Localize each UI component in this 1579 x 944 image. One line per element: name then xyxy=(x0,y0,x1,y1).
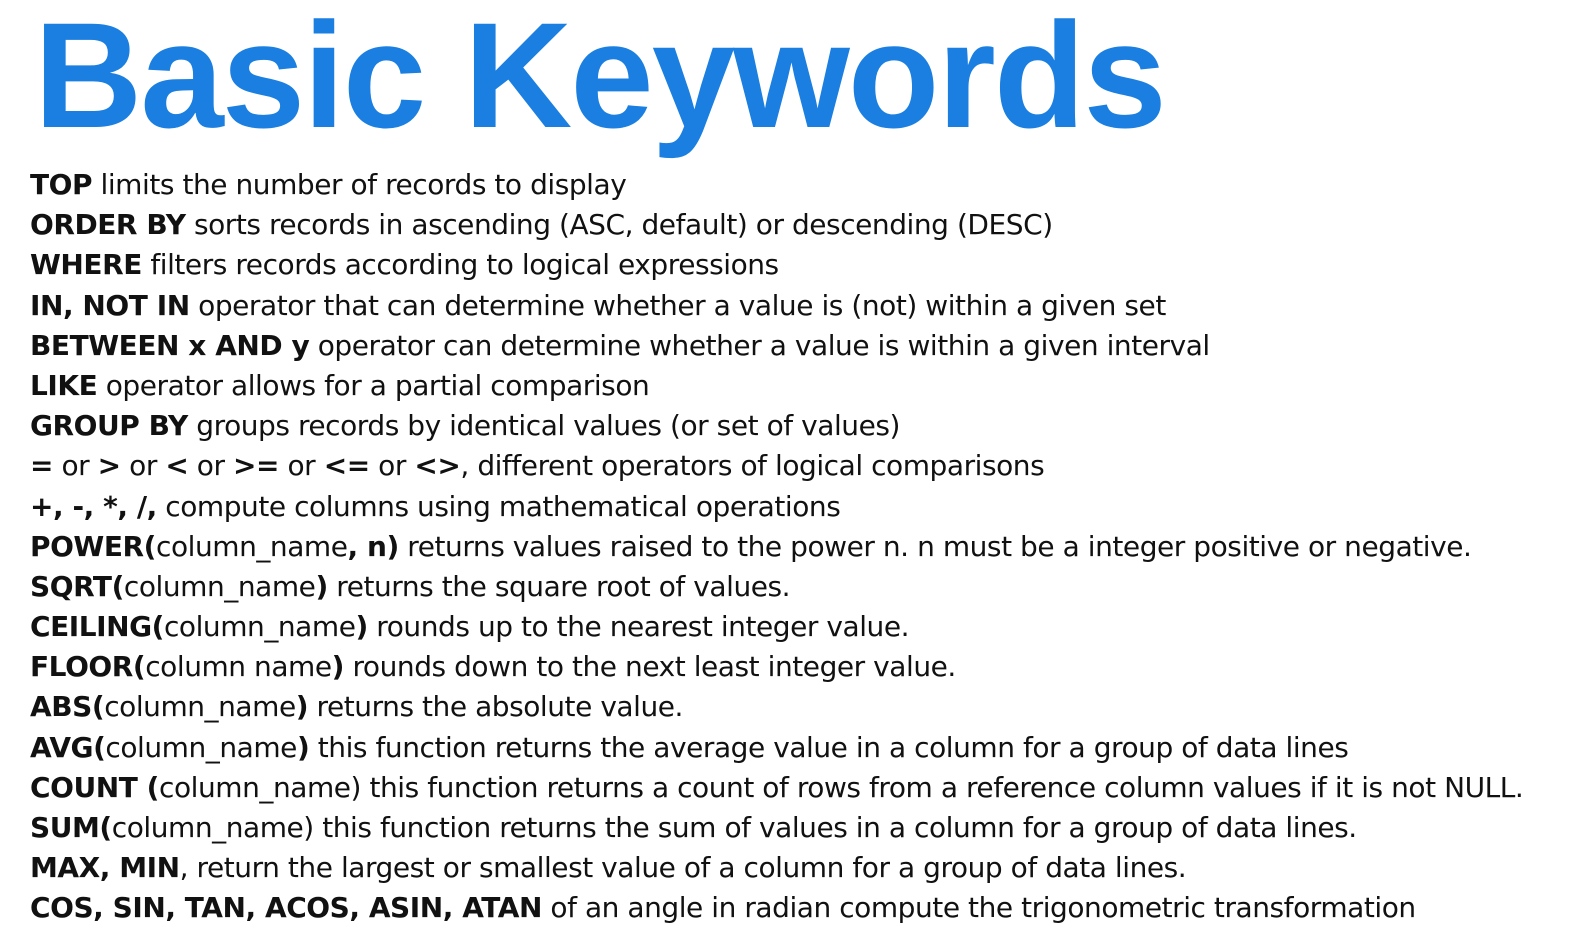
keyword-text: SUM( xyxy=(30,811,112,844)
keyword-line xyxy=(30,286,1523,326)
description-text: column_name xyxy=(123,569,316,603)
keyword-line xyxy=(30,245,1523,285)
keyword-line xyxy=(30,205,1523,245)
description-text: returns values raised to the power n. n must be a integer positive or negative. xyxy=(398,529,1472,563)
keyword-text: SQRT( xyxy=(30,569,124,603)
keyword-text: ) xyxy=(331,650,345,684)
keyword-text: ) xyxy=(296,730,310,764)
keyword-line xyxy=(30,808,1523,848)
keyword-line xyxy=(30,527,1523,567)
keyword-text: COUNT ( xyxy=(30,770,160,804)
description-text: column_name xyxy=(163,610,356,644)
keyword-text: CEILING( xyxy=(30,610,164,644)
keyword-text: FLOOR( xyxy=(30,650,146,684)
description-text: , return the largest or smallest value of a column for a group of data lines. xyxy=(179,851,1187,885)
keyword-text: <> xyxy=(414,449,461,483)
description-text: this function returns the average value in a column for a group of data lines xyxy=(309,730,1349,764)
keyword-line xyxy=(30,687,1523,727)
keyword-line xyxy=(30,768,1523,808)
keyword-text: > xyxy=(97,449,121,483)
description-text: or xyxy=(369,449,415,483)
keyword-line xyxy=(30,326,1523,366)
keyword-text: BETWEEN x AND y xyxy=(30,328,310,362)
keyword-line xyxy=(30,848,1523,888)
description-text: operator that can determine whether a value is (not) within a given set xyxy=(189,288,1166,322)
keyword-text: ABS( xyxy=(30,690,105,724)
description-text: or xyxy=(120,449,166,483)
keyword-text: IN, NOT IN xyxy=(30,288,190,322)
description-text: rounds down to the next least integer value. xyxy=(344,650,956,684)
description-text: sorts records in ascending (ASC, default) or descending (DESC) xyxy=(185,208,1053,242)
keyword-text: +, -, *, /, xyxy=(30,489,157,523)
description-text: groups records by identical values (or set of values) xyxy=(187,409,900,443)
description-text: or xyxy=(279,449,324,483)
keyword-text: ) xyxy=(295,690,309,724)
keyword-text: , n) xyxy=(347,529,399,563)
description-text: column_name xyxy=(104,690,296,724)
keyword-text: ) xyxy=(355,610,368,644)
description-text: limits the number of records to display xyxy=(92,168,627,201)
keyword-text: <= xyxy=(323,449,370,483)
description-text: returns the absolute value. xyxy=(308,690,683,724)
keyword-text: >= xyxy=(233,449,280,483)
keyword-text: < xyxy=(165,449,189,483)
keyword-line xyxy=(30,406,1523,446)
description-text: or xyxy=(188,449,234,483)
description-text: rounds up to the nearest integer value. xyxy=(367,610,910,644)
keyword-line xyxy=(30,446,1523,486)
keyword-text: LIKE xyxy=(30,368,98,402)
keyword-text: POWER( xyxy=(30,529,156,563)
description-text: compute columns using mathematical operations xyxy=(156,489,841,523)
keyword-line xyxy=(30,607,1523,647)
description-text: column_name xyxy=(105,730,297,764)
description-text: column_name) this function returns the sum of values in a column for a group of data lines. xyxy=(111,811,1357,844)
keyword-text: MAX, MIN xyxy=(30,851,180,885)
keyword-text: GROUP BY xyxy=(30,409,188,443)
description-text: filters records according to logical expressions xyxy=(141,248,779,282)
keyword-text: ORDER BY xyxy=(30,208,186,242)
description-text: column name xyxy=(145,650,332,684)
keyword-line xyxy=(30,888,1523,928)
keyword-text: COS, SIN, TAN, ACOS, ASIN, ATAN xyxy=(30,891,542,925)
description-text: or xyxy=(53,449,98,483)
keyword-text: TOP xyxy=(30,168,93,201)
keyword-line xyxy=(30,728,1523,768)
keyword-line xyxy=(30,647,1523,687)
description-text: column_name) this function returns a count of rows from a reference column values if it is not NULL. xyxy=(159,770,1524,804)
keyword-text: WHERE xyxy=(30,248,142,282)
description-text: column_name xyxy=(156,529,348,563)
description-text: operator allows for a partial comparison xyxy=(97,368,650,402)
keyword-line xyxy=(30,487,1523,527)
keyword-line xyxy=(30,567,1523,607)
keyword-text: AVG( xyxy=(30,730,106,764)
description-text: operator can determine whether a value is within a given interval xyxy=(309,328,1210,362)
keyword-line xyxy=(30,366,1523,406)
keyword-line xyxy=(30,165,1523,205)
keyword-list xyxy=(30,165,1523,929)
keyword-text: = xyxy=(30,449,54,483)
description-text: returns the square root of values. xyxy=(327,569,791,603)
keyword-text: ) xyxy=(315,569,328,603)
description-text: of an angle in radian compute the trigonometric transformation xyxy=(541,891,1416,925)
page-title: Basic Keywords xyxy=(34,0,1165,159)
description-text: , different operators of logical comparisons xyxy=(460,449,1045,483)
